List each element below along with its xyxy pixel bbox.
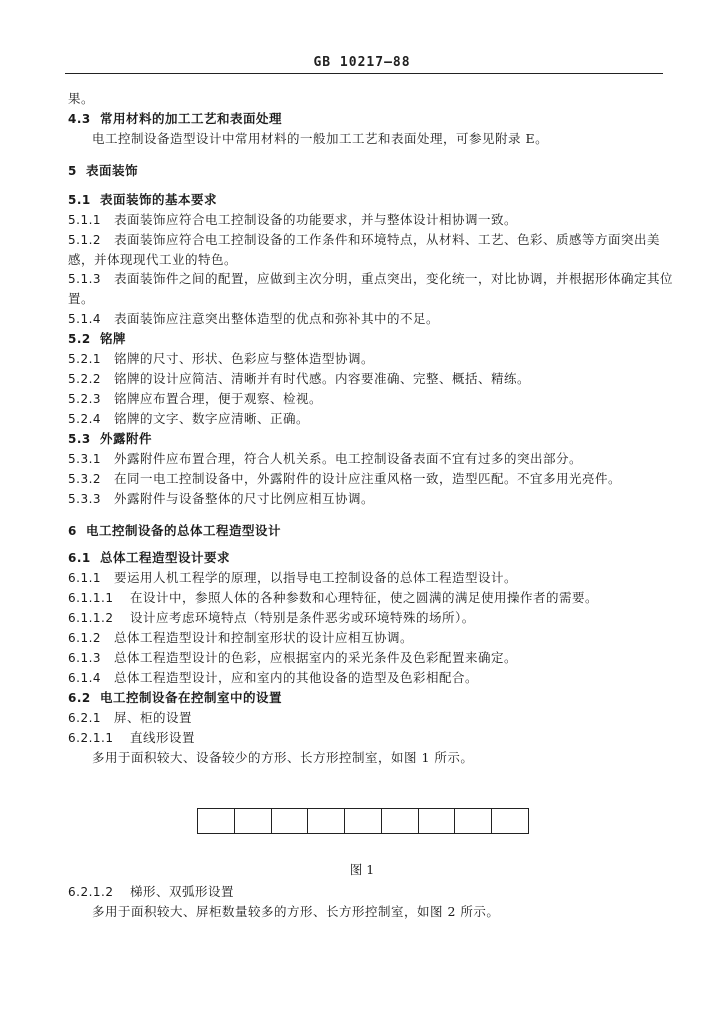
section-heading: 总体工程造型设计要求 [100,550,231,565]
text-line [68,471,621,487]
text-line [68,163,138,179]
paragraph-text: 铭牌应布置合理，便于观察、检视。 [114,391,323,406]
section-number: 5.1.3 [68,272,102,286]
text-line [68,451,582,467]
control-panel-cell [382,809,419,833]
section-number: 5.2.2 [68,372,102,386]
text-line [68,610,475,626]
paragraph-text: 多用于面积较大、屏柜数量较多的方形、长方形控制室，如图 2 所示。 [92,904,500,919]
section-number: 5.1 [68,193,91,207]
paragraph-text: 外露附件与设备整体的尺寸比例应相互协调。 [114,491,375,506]
paragraph-text: 铭牌的尺寸、形状、色彩应与整体造型协调。 [114,351,375,366]
text-line [68,252,237,268]
text-line [68,491,374,507]
text-line [68,523,281,539]
text-line [68,311,439,327]
text-line [68,212,517,228]
paragraph-text: 直线形设置 [130,730,196,745]
section-number: 6.1.2 [68,631,102,645]
section-number: 5.2.1 [68,352,102,366]
paragraph-text: 感，并体现现代工业的特色。 [68,252,238,267]
text-line [68,331,126,347]
section-number: 5.3.2 [68,472,102,486]
section-heading: 外露附件 [100,431,153,446]
section-number: 5.3.1 [68,452,102,466]
text-line [68,351,374,367]
paragraph-text: 要运用人机工程学的原理，以指导电工控制设备的总体工程造型设计。 [114,570,518,585]
text-line [68,111,282,127]
paragraph-text: 果。 [68,91,95,106]
section-number: 5.1.2 [68,233,102,247]
control-panel-cell [492,809,528,833]
paragraph-text: 置。 [68,291,95,306]
text-line [68,371,530,387]
control-panel-cell [198,809,235,833]
text-line [68,192,217,208]
control-panel-cell [455,809,492,833]
paragraph-text: 表面装饰应符合电工控制设备的工作条件和环境特点，从材料、工艺、色彩、质感等方面突出美 [114,232,661,247]
text-line [68,670,478,686]
text-line [68,291,94,307]
paragraph-text: 多用于面积较大、设备较少的方形、长方形控制室，如图 1 所示。 [92,750,474,765]
section-number: 6.1.3 [68,651,102,665]
text-line [68,550,230,566]
section-number: 6.2 [68,691,91,705]
text-line [68,630,413,646]
text-line [68,431,152,447]
section-number: 5 [68,164,77,178]
text-line [68,884,234,900]
text-line [68,590,598,606]
paragraph-text: 表面装饰件之间的配置，应做到主次分明，重点突出，变化统一，对比协调，并根据形体确定其位 [114,271,674,286]
section-number: 5.1.1 [68,213,102,227]
section-number: 6.1 [68,551,91,565]
paragraph-text: 梯形、双弧形设置 [130,884,235,899]
paragraph-text: 电工控制设备造型设计中常用材料的一般加工工艺和表面处理，可参见附录 E。 [92,131,549,146]
section-number: 6.2.1.2 [68,885,114,899]
section-number: 6.1.1.1 [68,591,114,605]
paragraph-text: 屏、柜的设置 [114,710,193,725]
paragraph-text: 铭牌的设计应简洁、清晰并有时代感。内容要准确、完整、概括、精练。 [114,371,531,386]
section-number: 5.2 [68,332,91,346]
chapter-heading: 电工控制设备的总体工程造型设计 [86,523,282,538]
section-heading: 常用材料的加工工艺和表面处理 [100,111,283,126]
text-line [68,91,94,107]
section-heading: 铭牌 [100,331,127,346]
text-line [68,730,195,746]
paragraph-text: 总体工程造型设计的色彩，应根据室内的采光条件及色彩配置来确定。 [114,650,518,665]
paragraph-text: 设计应考虑环境特点（特别是条件恶劣或环境特殊的场所）。 [130,610,475,625]
paragraph-text: 铭牌的文字、数字应清晰、正确。 [114,411,310,426]
text-line [68,690,282,706]
paragraph-text: 总体工程造型设计和控制室形状的设计应相互协调。 [114,630,414,645]
section-number: 6.2.1 [68,711,102,725]
text-line [68,710,192,726]
text-line [92,904,499,920]
text-line [92,750,473,766]
text-line [68,232,660,248]
standard-header: GB 10217—88 [313,55,411,70]
section-number: 6.2.1.1 [68,731,114,745]
section-number: 5.1.4 [68,312,102,326]
section-heading: 表面装饰的基本要求 [100,192,218,207]
section-number: 4.3 [68,112,91,126]
control-panel-cell [272,809,309,833]
section-number: 5.3.3 [68,492,102,506]
paragraph-text: 表面装饰应符合电工控制设备的功能要求，并与整体设计相协调一致。 [114,212,518,227]
control-panel-cell [235,809,272,833]
text-line [68,391,322,407]
text-line [68,650,517,666]
paragraph-text: 外露附件应布置合理，符合人机关系。电工控制设备表面不宜有过多的突出部分。 [114,451,583,466]
figure-1-caption: 图 1 [349,862,375,877]
text-line [68,570,517,586]
section-number: 5.3 [68,432,91,446]
text-line [68,271,673,287]
section-number: 6.1.1.2 [68,611,114,625]
section-number: 6 [68,524,77,538]
section-heading: 电工控制设备在控制室中的设置 [100,690,283,705]
section-number: 5.2.3 [68,392,102,406]
paragraph-text: 表面装饰应注意突出整体造型的优点和弥补其中的不足。 [114,311,440,326]
text-line [92,131,548,147]
control-panel-cell [419,809,456,833]
paragraph-text: 在设计中，参照人体的各种参数和心理特征，使之圆满的满足使用操作者的需要。 [130,590,599,605]
control-panel-cell [345,809,382,833]
section-number: 5.2.4 [68,412,102,426]
control-panel-cell [308,809,345,833]
section-number: 6.1.1 [68,571,102,585]
figure-1-panel-row [197,808,529,834]
paragraph-text: 总体工程造型设计，应和室内的其他设备的造型及色彩相配合。 [114,670,479,685]
paragraph-text: 在同一电工控制设备中，外露附件的设计应注重风格一致，造型匹配。不宜多用光亮件。 [114,471,622,486]
text-line [68,411,309,427]
header-rule [65,73,663,74]
chapter-heading: 表面装饰 [86,163,139,178]
section-number: 6.1.4 [68,671,102,685]
